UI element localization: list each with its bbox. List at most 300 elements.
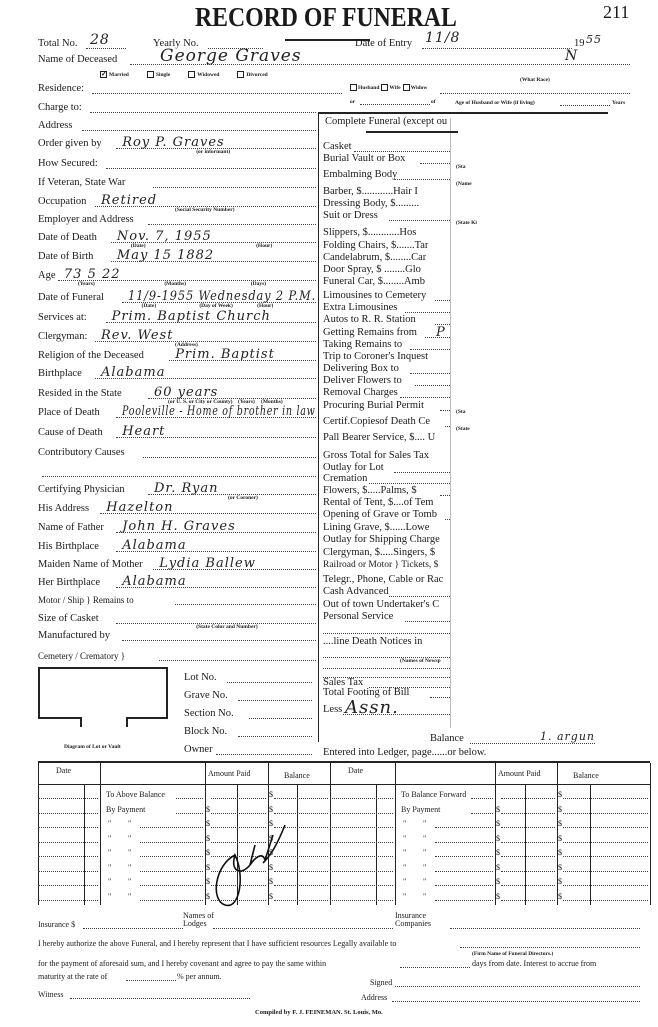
ledger-description-line[interactable] [435, 900, 493, 901]
charge-item-line[interactable] [323, 633, 450, 634]
field-label: Place of Death [38, 407, 100, 418]
ledger-description-line[interactable] [435, 885, 493, 886]
ledger-amount-cell[interactable] [211, 813, 266, 814]
marital-option-label: Single [155, 71, 171, 78]
charge-item-label: Folding Chairs, $.......Tar [323, 240, 429, 251]
spouse-option-label: Wife [389, 84, 401, 91]
charge-item-label: Railroad or Motor } Tickets, $ [323, 560, 439, 570]
field-label: Size of Casket [38, 613, 99, 624]
residence-label: Residence: [38, 83, 85, 94]
charge-item-line[interactable] [389, 596, 450, 597]
dollar-sign: $ [558, 804, 562, 814]
charges-box-cut [450, 118, 451, 728]
ledger-balance-cell[interactable] [274, 798, 328, 799]
field-note: (Months) [164, 281, 187, 287]
ledger-description-line[interactable] [435, 827, 493, 828]
lot-field-line[interactable] [238, 736, 313, 737]
dollar-sign: $ [558, 877, 562, 886]
ditto-mark: " [128, 833, 132, 843]
field-line[interactable] [175, 604, 317, 605]
days-line[interactable] [400, 967, 470, 968]
ledger-amount-cell[interactable] [501, 856, 555, 857]
ledger-top-rule [38, 761, 650, 763]
field-line[interactable] [143, 457, 316, 458]
field-value[interactable]: Alabama [101, 365, 166, 380]
spouse-age-line[interactable] [560, 105, 610, 106]
charge-item-line[interactable] [405, 621, 450, 622]
dollar-sign: $ [496, 862, 500, 872]
firm-line[interactable] [460, 947, 640, 948]
field-label: Clergyman: [38, 331, 88, 342]
ledger-amount-cell[interactable] [501, 871, 555, 872]
charge-item-line[interactable] [369, 483, 450, 484]
field-value[interactable]: 11/9-1955 Wednesday 2 P.M. [127, 289, 316, 304]
field-note: (Address) [175, 342, 198, 348]
charge-item-label: Candelabrum, $........Car [323, 252, 427, 263]
dollar-sign: $ [558, 891, 562, 901]
charge-item-label: Gross Total for Sales Tax [323, 450, 430, 461]
ditto-mark: " [128, 819, 132, 828]
field-note: (Months) [261, 399, 283, 405]
field-label: Date of Funeral [38, 292, 104, 303]
charge-sublabel: (Sta [456, 164, 466, 170]
field-note: (Days) [250, 281, 267, 287]
yearly-no-label: Yearly No. [153, 38, 199, 49]
ditto-mark: " [108, 833, 112, 843]
field-line[interactable] [159, 660, 316, 661]
field-line[interactable] [153, 187, 316, 188]
per-annum-text: % per annum. [177, 972, 222, 981]
charge-item-line[interactable] [323, 668, 450, 669]
charge-item-line[interactable] [410, 373, 450, 374]
ledger-by-payment-label: By Payment [401, 804, 441, 814]
ledger-date-cell[interactable] [38, 813, 98, 814]
lot-field-line[interactable] [238, 700, 313, 701]
marital-option-label: Widowed [197, 71, 220, 78]
companies-line[interactable] [450, 928, 640, 929]
dollar-sign: $ [558, 848, 562, 857]
field-value[interactable]: 60 years [154, 385, 219, 400]
field-label: His Birthplace [38, 541, 99, 552]
charge-item-label: Suit or Dress [323, 210, 378, 221]
ledger-date-cell[interactable] [330, 842, 393, 843]
ledger-date-cell[interactable] [330, 813, 393, 814]
charge-item-label: Pall Bearer Service, $.... U [323, 432, 436, 443]
field-note: (Social Security Number) [175, 207, 235, 213]
dollar-sign: $ [206, 804, 210, 814]
address-line[interactable] [82, 130, 316, 131]
charge-item-label: Embalming Body [323, 169, 398, 180]
field-value[interactable]: Pooleville - Home of brother in law [122, 404, 316, 419]
charge-item-label: Outlay for Lot [323, 462, 384, 473]
charge-item-value[interactable]: P [436, 325, 446, 340]
field-label: Motor / Ship } Remains to [38, 595, 134, 605]
field-note: (Years) [77, 281, 95, 287]
paid-signature-scribble [205, 815, 295, 910]
charge-item-label: Telegr., Phone, Cable or Rac [323, 574, 444, 585]
ledger-date-cell[interactable] [38, 827, 98, 828]
checked-box-icon[interactable]: ✓ [101, 70, 107, 78]
field-value[interactable]: Alabama [122, 574, 187, 589]
ditto-mark: " [403, 848, 407, 857]
ledger-balance-cell[interactable] [563, 813, 648, 814]
page-title: RECORD OF FUNERAL [195, 2, 457, 32]
lot-field-line[interactable] [227, 682, 313, 683]
field-label: Birthplace [38, 368, 82, 379]
spouse-or: or [350, 99, 356, 105]
field-value[interactable]: Heart [122, 424, 166, 439]
ledger-description-line[interactable] [435, 871, 493, 872]
field-line[interactable] [122, 640, 317, 641]
checkbox-icon[interactable] [381, 84, 388, 91]
charge-item-line[interactable] [430, 697, 450, 698]
charge-item-value[interactable]: Assn. [345, 697, 399, 718]
charge-item-label: Slippers, $............Hos [323, 227, 417, 238]
field-label: Cemetery / Crematory } [38, 651, 126, 661]
dollar-sign: $ [206, 862, 210, 872]
ledger-description-line[interactable] [140, 871, 203, 872]
ledger-balance-cell[interactable] [563, 856, 648, 857]
charge-item-line[interactable] [394, 179, 450, 180]
ledger-balance-cell[interactable] [563, 798, 648, 799]
field-line[interactable] [42, 476, 316, 477]
payment-text: for the payment of aforesaid sum, and I hereby covenant and agree to pay the same within [38, 959, 327, 968]
field-note: (State Color and Number) [196, 624, 258, 630]
field-value[interactable]: Rev. West [101, 328, 174, 343]
ledger-date-cell[interactable] [330, 856, 393, 857]
spouse-option-wife[interactable] [381, 84, 400, 91]
total-no-line [86, 48, 126, 49]
charges-heading-underline [366, 131, 458, 133]
field-label: His Address [38, 503, 90, 514]
ledger-balance-cell[interactable] [563, 885, 648, 886]
ledger-balance-cell[interactable] [563, 827, 648, 828]
field-value[interactable]: May 15 1882 [116, 248, 215, 263]
ledger-amount-cell[interactable] [211, 798, 266, 799]
marital-option-label: Married [109, 71, 129, 78]
ledger-date-cell[interactable] [38, 856, 98, 857]
name-of-deceased-value[interactable]: George Graves [160, 46, 302, 66]
field-label: Employer and Address [38, 214, 134, 225]
charge-sublabel: (Name [456, 181, 472, 187]
field-note: (or Coroner) [228, 495, 258, 501]
ledger-balance-cell[interactable] [563, 842, 648, 843]
ledger-date-cell[interactable] [330, 798, 393, 799]
charge-item-label: Burial Vault or Box [323, 153, 406, 164]
year-value[interactable]: 55 [586, 33, 602, 46]
ledger-first-row-label: To Above Balance [106, 790, 165, 799]
field-value[interactable]: Retired [101, 193, 158, 208]
charge-item-line[interactable] [440, 410, 450, 411]
field-label: Cause of Death [38, 427, 103, 438]
field-label: Manufactured by [38, 630, 111, 641]
ditto-mark: " [403, 891, 407, 901]
dollar-sign: $ [496, 891, 500, 901]
page-number: 211 [603, 2, 630, 22]
ledger-column-rule [650, 763, 651, 905]
field-value[interactable]: Hazelton [106, 500, 174, 515]
ditto-mark: " [423, 833, 427, 843]
ledger-amount-cell[interactable] [501, 900, 555, 901]
marital-option-married[interactable] [100, 71, 129, 78]
ledger-date-cell[interactable] [330, 827, 393, 828]
signed-line[interactable] [395, 986, 640, 987]
ledger-description-line[interactable] [176, 813, 203, 814]
ledger-description-line[interactable] [435, 842, 493, 843]
field-value[interactable]: Prim. Baptist [175, 347, 275, 362]
name-of-deceased-label: Name of Deceased [38, 54, 118, 65]
checkbox-icon[interactable] [350, 84, 357, 91]
lot-diagram-base-right [126, 717, 168, 719]
checkbox-icon[interactable] [147, 71, 154, 78]
dollar-sign: $ [269, 848, 273, 857]
ditto-mark: " [128, 862, 132, 872]
field-label: Date of Death [38, 232, 97, 243]
ledger-header-amount: Amount Paid [498, 769, 541, 778]
dollar-sign: $ [558, 862, 562, 872]
field-value[interactable]: Dr. Ryan [154, 481, 219, 496]
ledger-header-date: Date [56, 766, 72, 775]
charge-item-line[interactable] [440, 495, 450, 496]
charge-item-label: Casket [323, 141, 352, 152]
ledger-date-cell[interactable] [38, 798, 98, 799]
ledger-description-line[interactable] [471, 813, 493, 814]
authorize-text: I hereby authorize the above Funeral, and I hereby represent that I have sufficient resources Legally available to [38, 939, 397, 948]
charge-item-label: Dressing Body, $......... [323, 198, 420, 209]
charge-item-line[interactable] [420, 163, 450, 164]
address-footer-label: Address [361, 993, 388, 1002]
charge-item-label: Extra Limousines [323, 302, 398, 313]
charge-item-label: Sales Tax [323, 677, 364, 688]
charge-item-label: Door Spray, $ ........Glo [323, 264, 421, 275]
ledger-header-balance: Balance [284, 771, 310, 780]
charge-item-line[interactable] [354, 151, 450, 152]
checkbox-icon[interactable] [188, 71, 195, 78]
lot-field-label: Lot No. [184, 672, 217, 683]
field-line[interactable] [106, 168, 316, 169]
ledger-date-cell[interactable] [38, 900, 98, 901]
spouse-of: of [431, 99, 436, 105]
ledger-first-row-label: To Balance Forward [401, 790, 467, 799]
ledger-balance-cell[interactable] [563, 871, 648, 872]
lot-field-line[interactable] [216, 754, 313, 755]
lodges-label: Names of Lodges [183, 911, 214, 928]
ledger-balance-cell[interactable] [563, 900, 648, 901]
marital-option-single[interactable] [147, 71, 170, 78]
checkbox-icon[interactable] [237, 71, 244, 78]
lot-diagram-base-left [38, 717, 80, 719]
field-label: Occupation [38, 196, 87, 207]
field-label: How Secured: [38, 158, 98, 169]
year-prefix: 19 [574, 38, 585, 49]
spouse-option-label: Widow [410, 84, 428, 91]
address-footer-line[interactable] [392, 1001, 640, 1002]
charge-to-line[interactable] [90, 112, 316, 113]
charge-item-label: Procuring Burial Permit [323, 400, 424, 411]
charge-item-label: Flowers, $.....Palms, $ [323, 485, 417, 496]
field-label: Her Birthplace [38, 577, 101, 588]
dollar-sign: $ [269, 877, 273, 886]
ditto-mark: " [108, 877, 112, 886]
lot-field-line[interactable] [249, 718, 313, 719]
field-note: (Date) [130, 243, 146, 249]
charge-item-label: Cash Advanced [323, 586, 389, 597]
ledger-header-rule [330, 784, 650, 785]
charge-item-label: Cremation [323, 473, 368, 484]
field-label: Resided in the State [38, 388, 122, 399]
ledger-balance-cell[interactable] [274, 813, 328, 814]
charge-item-label: Clergyman, $.....Singers, $ [323, 547, 436, 558]
field-value[interactable]: Prim. Baptist Church [111, 309, 271, 324]
charge-item-label: Lining Grave, $......Lowe [323, 522, 430, 533]
spouse-name-line[interactable] [440, 93, 630, 94]
compiled-by-credit: Compiled by F. J. FEINEMAN. St. Louis, Mo. [255, 1009, 383, 1016]
field-label: Name of Father [38, 522, 104, 533]
spouse-option-husband[interactable] [350, 84, 379, 91]
charge-item-label: Trip to Coroner's Inquest [323, 351, 429, 362]
lot-diagram-caption: Diagram of Lot or Vault [64, 744, 121, 750]
ledger-description-line[interactable] [140, 900, 203, 901]
charge-sublabel: (Sta [456, 409, 466, 415]
ditto-mark: " [128, 877, 132, 886]
signed-label: Signed [370, 978, 393, 987]
ditto-mark: " [108, 862, 112, 872]
field-line[interactable] [148, 224, 316, 225]
field-value[interactable]: John H. Graves [122, 519, 236, 534]
lot-field-label: Grave No. [184, 690, 228, 701]
ledger-header-rule [38, 784, 330, 785]
charge-item-line[interactable] [415, 385, 450, 386]
ledger-date-cell[interactable] [330, 871, 393, 872]
balance-line [470, 743, 595, 744]
ledger-by-payment-label: By Payment [106, 804, 146, 814]
spouse-or-line [360, 104, 430, 105]
field-note: (or U. S. or City or County) [168, 399, 233, 405]
marital-option-label: Divorced [246, 71, 268, 78]
ledger-description-line[interactable] [140, 827, 203, 828]
ledger-amount-cell[interactable] [501, 813, 555, 814]
total-no-value[interactable]: 28 [90, 32, 110, 48]
ledger-date-cell[interactable] [38, 885, 98, 886]
charge-item-line[interactable] [389, 220, 450, 221]
marital-option-widowed[interactable] [188, 71, 219, 78]
residence-line[interactable] [92, 93, 342, 94]
charge-item-label: Barber, $............Hair I [323, 186, 418, 197]
charge-item-line[interactable] [400, 397, 451, 398]
ditto-mark: " [128, 848, 132, 857]
charge-item-line[interactable] [405, 312, 450, 313]
maturity-text: maturity at the rate of [38, 972, 108, 981]
field-value[interactable]: Alabama [122, 538, 187, 553]
race-value[interactable]: N [565, 48, 579, 64]
charge-item-label: Out of town Undertaker's C [323, 599, 440, 610]
field-note: (Hour) [257, 303, 274, 309]
ledger-description-line[interactable] [140, 856, 203, 857]
dollar-sign: $ [206, 848, 210, 857]
dollar-sign: $ [206, 891, 210, 901]
ditto-mark: " [423, 891, 427, 901]
field-label: Certifying Physician [38, 484, 125, 495]
ledger-date-cell[interactable] [330, 900, 393, 901]
charge-item-line[interactable] [445, 519, 450, 520]
charge-item-line[interactable] [394, 472, 450, 473]
field-label: Order given by [38, 138, 102, 149]
lodges-line[interactable] [213, 928, 393, 929]
field-value[interactable]: Roy P. Graves [122, 135, 225, 150]
charge-item-label: (Names of Newsp [400, 658, 441, 664]
ledger-amount-cell[interactable] [501, 798, 555, 799]
ledger-date-cell[interactable] [330, 885, 393, 886]
field-value[interactable]: Nov. 7, 1955 [116, 229, 212, 244]
race-note: (What Race) [520, 77, 550, 83]
ledger-amount-cell[interactable] [501, 827, 555, 828]
field-value[interactable]: Lydia Ballew [159, 556, 256, 571]
lot-diagram [38, 667, 168, 719]
charge-item-label: Opening of Grave or Tomb [323, 509, 437, 520]
ledger-description-line[interactable] [471, 798, 493, 799]
charges-heading: Complete Funeral (except ou [325, 116, 448, 127]
ditto-mark: " [403, 819, 407, 828]
charges-box-left [318, 112, 319, 742]
witness-line[interactable] [70, 998, 250, 999]
companies-label: Insurance Companies [395, 911, 431, 928]
charge-item-label: Certif.Copiesof Death Ce [323, 416, 431, 427]
dollar-sign: $ [558, 833, 562, 843]
ledger-amount-cell[interactable] [501, 885, 555, 886]
rate-line[interactable] [126, 980, 176, 981]
charge-item-line[interactable] [445, 426, 450, 427]
ledger-date-cell[interactable] [38, 842, 98, 843]
total-no-label: Total No. [38, 38, 78, 49]
ledger-date-cell[interactable] [38, 871, 98, 872]
ledger-description-line[interactable] [435, 856, 493, 857]
field-label: If Veteran, State War [38, 177, 126, 188]
charge-item-label: Funeral Car, $........Amb [323, 276, 425, 287]
dollar-sign: $ [206, 877, 210, 886]
charge-item-line[interactable] [435, 300, 450, 301]
ledger-amount-cell[interactable] [501, 842, 555, 843]
insurance-line[interactable] [83, 928, 183, 929]
checkbox-icon[interactable] [403, 84, 410, 91]
spouse-checkbox-group [350, 84, 427, 91]
dollar-sign: $ [269, 790, 273, 799]
firm-note: (Firm Name of Funeral Directors.) [472, 951, 554, 957]
dollar-sign: $ [496, 848, 500, 857]
charge-item-line[interactable] [410, 349, 450, 350]
field-label: Date of Birth [38, 251, 94, 262]
charge-to-label: Charge to: [38, 102, 82, 113]
ledger-subcolumn-rule [590, 785, 591, 905]
field-value[interactable]: 73 5 22 [63, 267, 121, 282]
ledger-header-balance: Balance [573, 771, 599, 780]
balance-value[interactable]: 1. argun [540, 730, 596, 743]
dollar-sign: $ [269, 862, 273, 872]
ditto-mark: " [423, 819, 427, 828]
charge-sublabel: (State [456, 426, 470, 432]
dollar-sign: $ [558, 790, 562, 799]
ledger-description-line[interactable] [140, 885, 203, 886]
spouse-option-widow[interactable] [403, 84, 428, 91]
marital-option-divorced[interactable] [237, 71, 267, 78]
field-note: (Day of Week) [199, 303, 233, 309]
spouse-option-label: Husband [358, 84, 380, 91]
ledger-description-line[interactable] [140, 842, 203, 843]
ditto-mark: " [403, 862, 407, 872]
charge-item-label: Delivering Box to [323, 363, 399, 374]
date-entry-value[interactable]: 11/8 [425, 30, 461, 46]
date-entry-label: Date of Entry [355, 38, 413, 49]
ledger-description-line[interactable] [176, 798, 203, 799]
